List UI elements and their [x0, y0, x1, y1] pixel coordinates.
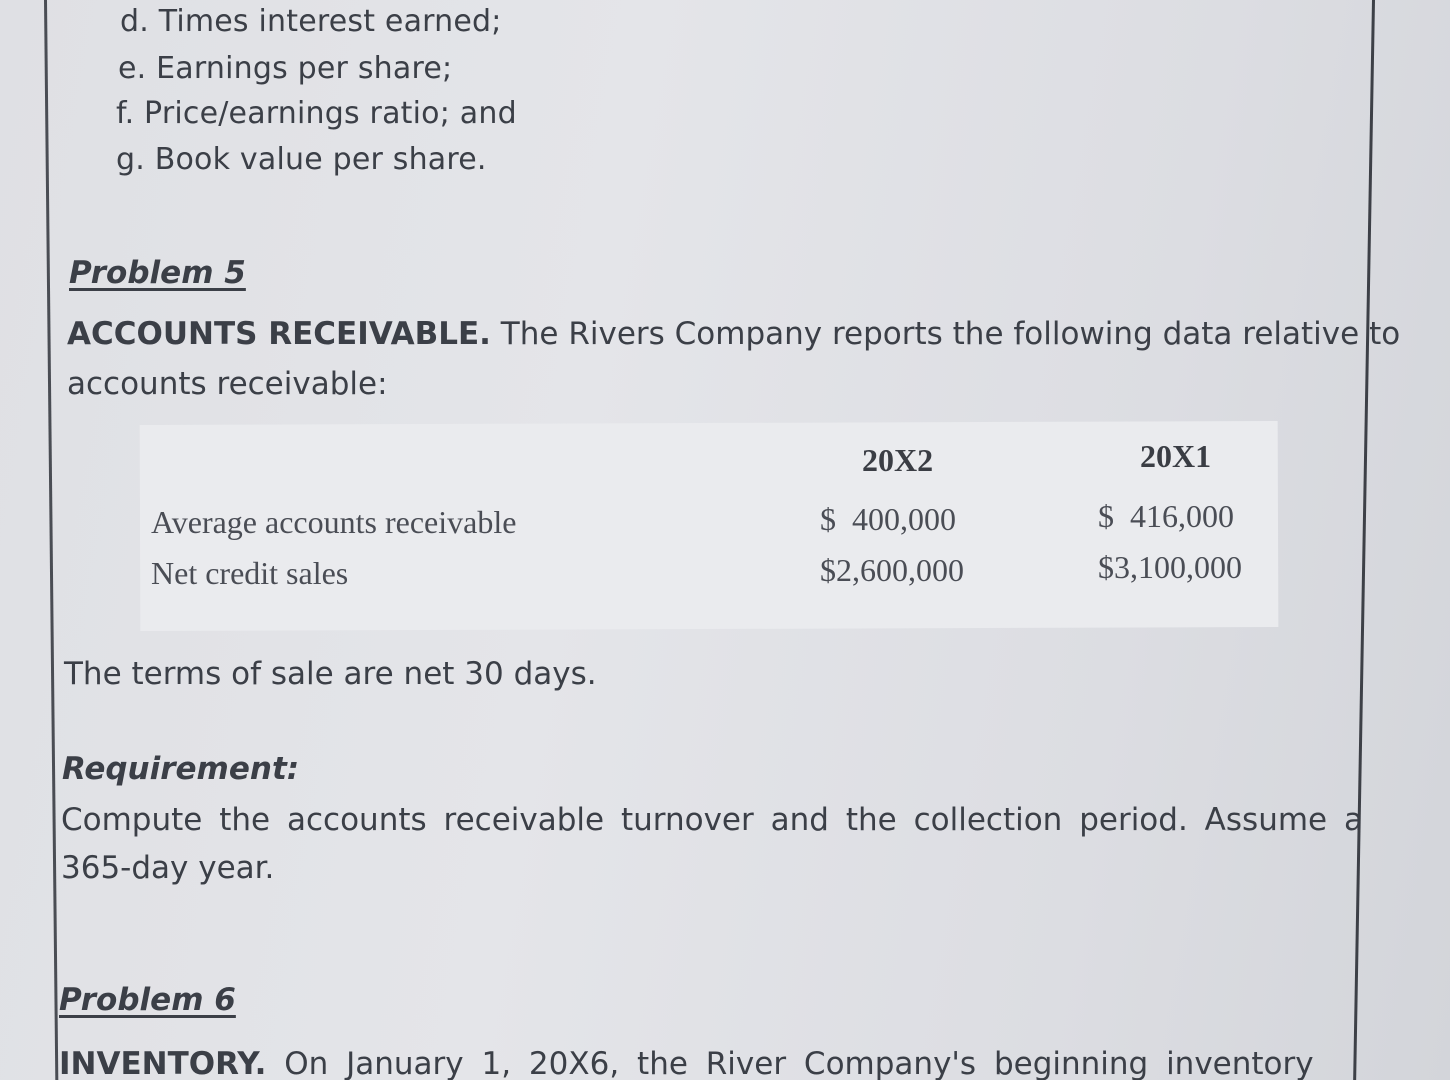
problem5-heading: Problem 5 — [69, 255, 246, 291]
value-net-credit-sales-20x2: $2,600,000 — [820, 552, 964, 588]
problem5-intro-line2: accounts receivable: — [67, 366, 388, 402]
requirement-heading: Requirement: — [62, 751, 300, 787]
value-average-ar-20x2: $ 400,000 — [820, 501, 956, 537]
problem6-intro-text: On January 1, 20X6, the River Company's beginning inventory — [266, 1046, 1314, 1080]
problem5-intro-text: The Rivers Company reports the following data relative to — [490, 316, 1401, 352]
list-item-d: d. Times interest earned; — [120, 4, 502, 39]
problem6-intro: INVENTORY. On January 1, 20X6, the River Company's beginning inventory — [59, 1046, 1314, 1080]
list-item-g: g. Book value per share. — [116, 142, 487, 177]
row-label-net-credit-sales: Net credit sales — [151, 555, 349, 591]
problem5-intro-line1 — [67, 316, 1400, 352]
right-border-rule — [1353, 0, 1375, 1080]
list-item-f: f. Price/earnings ratio; and — [116, 96, 517, 131]
left-border-rule — [44, 0, 58, 1080]
value-net-credit-sales-20x1: $3,100,000 — [1098, 549, 1242, 585]
list-item-e: e. Earnings per share; — [118, 51, 453, 86]
problem5-topic: ACCOUNTS RECEIVABLE. — [67, 316, 491, 352]
problem6-heading: Problem 6 — [59, 982, 236, 1018]
value-average-ar-20x1: $ 416,000 — [1098, 498, 1234, 534]
terms-of-sale: The terms of sale are net 30 days. — [64, 656, 597, 692]
column-header-20x2: 20X2 — [862, 442, 934, 478]
requirement-text: Compute the accounts receivable turnover and the collection period. Assume a 365-day year. — [61, 802, 1363, 886]
row-label-average-ar: Average accounts receivable — [151, 504, 517, 540]
column-header-20x1: 20X1 — [1140, 438, 1212, 474]
